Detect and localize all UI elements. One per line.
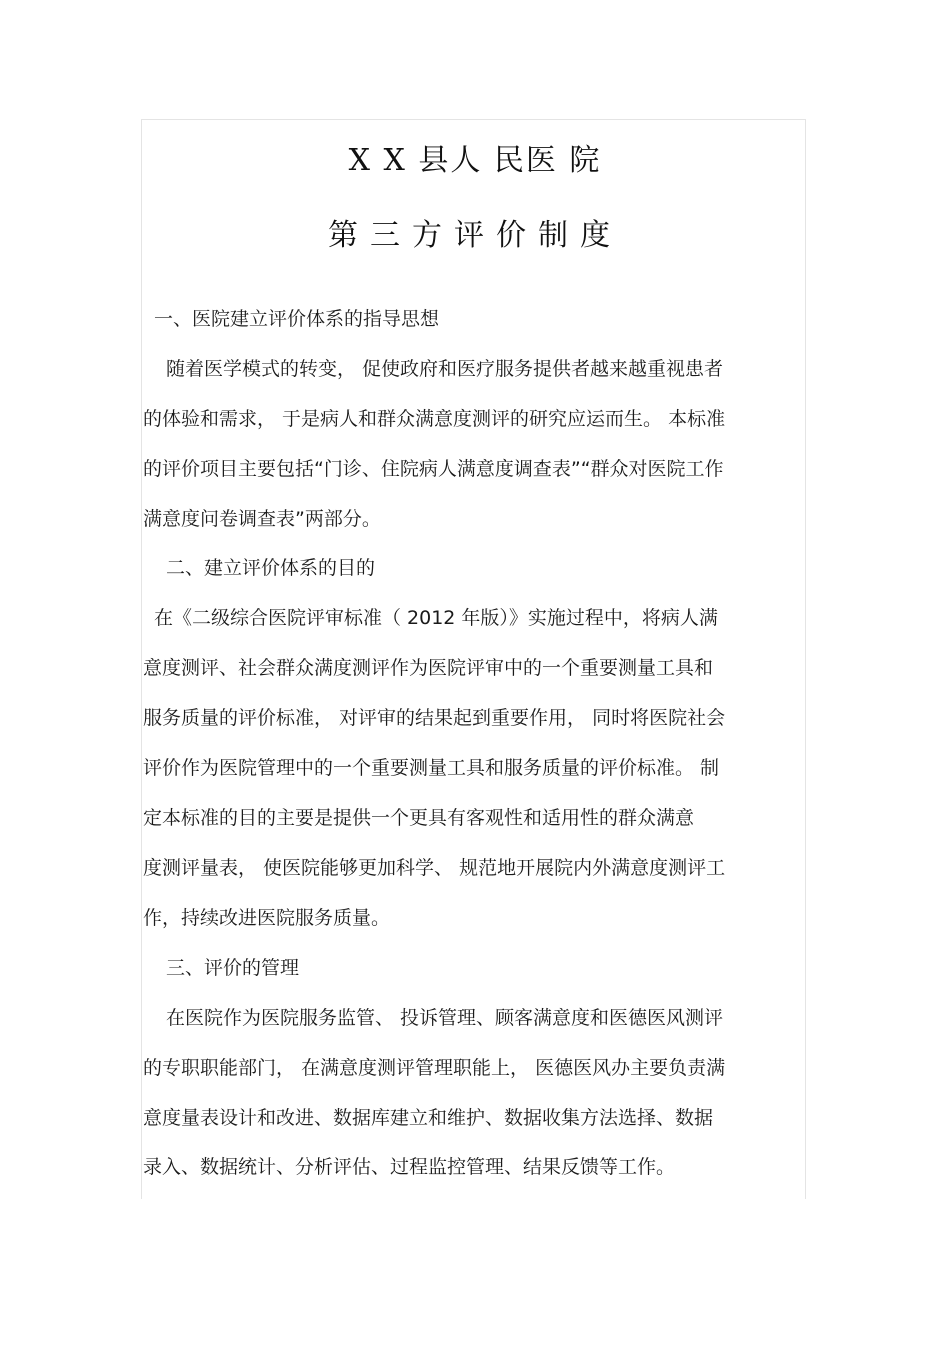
paragraph-line: 在医院作为医院服务监管、 投诉管理、顾客满意度和医德医风测评 bbox=[166, 1007, 724, 1029]
paragraph-line: 满意度问卷调查表”两部分。 bbox=[143, 508, 381, 530]
document-subtitle: 第三方评价制度 bbox=[328, 218, 622, 253]
paragraph-line: 的专职职能部门， 在满意度测评管理职能上， 医德医风办主要负责满 bbox=[143, 1057, 726, 1079]
paragraph-line: 意度测评、社会群众满度测评作为医院评审中的一个重要测量工具和 bbox=[143, 657, 714, 679]
section-heading-2: 二、建立评价体系的目的 bbox=[166, 557, 376, 579]
paragraph-line: 定本标准的目的主要是提供一个更具有客观性和适用性的群众满意 bbox=[143, 807, 695, 829]
document-title: X X 县人 民医 院 bbox=[348, 143, 602, 178]
section-heading-3: 三、评价的管理 bbox=[166, 957, 300, 979]
paragraph-line: 作，持续改进医院服务质量。 bbox=[143, 907, 391, 929]
paragraph-line: 在《二级综合医院评审标准（ 2012 年版）》实施过程中，将病人满 bbox=[154, 607, 718, 629]
paragraph-line: 的评价项目主要包括“门诊、住院病人满意度调查表”“群众对医院工作 bbox=[143, 458, 724, 480]
section-heading-1: 一、医院建立评价体系的指导思想 bbox=[154, 308, 440, 330]
paragraph-line: 度测评量表， 使医院能够更加科学、 规范地开展院内外满意度测评工 bbox=[143, 857, 726, 879]
paragraph-line: 服务质量的评价标准， 对评审的结果起到重要作用， 同时将医院社会 bbox=[143, 707, 726, 729]
paragraph-line: 随着医学模式的转变， 促使政府和医疗服务提供者越来越重视患者 bbox=[166, 358, 724, 380]
paragraph-line: 录入、数据统计、分析评估、过程监控管理、结果反馈等工作。 bbox=[143, 1156, 676, 1178]
paragraph-line: 意度量表设计和改进、数据库建立和维护、数据收集方法选择、数据 bbox=[143, 1107, 714, 1129]
paragraph-line: 评价作为医院管理中的一个重要测量工具和服务质量的评价标准。 制 bbox=[143, 757, 720, 779]
paragraph-line: 的体验和需求， 于是病人和群众满意度测评的研究应运而生。 本标准 bbox=[143, 408, 726, 430]
